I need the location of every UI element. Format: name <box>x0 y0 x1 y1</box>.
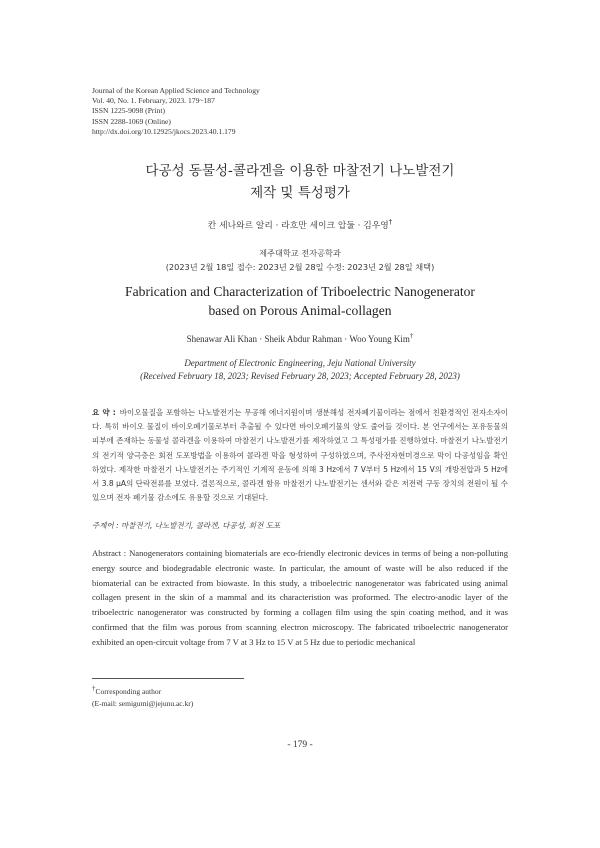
corresponding-mark: † <box>388 218 393 227</box>
footnote <box>92 686 193 710</box>
page-number: - 179 - <box>287 740 313 750</box>
korean-title-line-2: 제작 및 특성평가 <box>250 185 350 201</box>
korean-title <box>0 160 600 204</box>
english-title-line-1: Fabrication and Characterization of Triboelectric Nanogenerator <box>125 284 475 299</box>
journal-info <box>92 86 260 137</box>
footnote-divider <box>92 678 244 679</box>
english-abstract <box>92 546 508 650</box>
journal-volume: Vol. 40, No. 1. February, 2023. 179~187 <box>92 96 215 106</box>
korean-affiliation <box>0 247 600 274</box>
english-affiliation <box>0 357 600 383</box>
corresponding-mark: † <box>409 332 414 340</box>
korean-keywords: 주제어 : 마찰전기, 나노발전기, 콜라겐, 다공성, 회전 도포 <box>92 521 281 530</box>
korean-title-line-1: 다공성 동물성-콜라겐을 이용한 마찰전기 나노발전기 <box>145 163 455 179</box>
korean-author-names: 칸 세나와르 알리 · 라흐만 세이크 압둘 · 김우영 <box>207 221 389 231</box>
journal-name: Journal of the Korean Applied Science and Technology <box>92 86 260 95</box>
english-abstract-text: Nanogenerators containing biomaterials are eco-friendly electronic devices in terms of being a non-polluting energy source and biodegradable electronic waste. In particular, the amount of waste will be also reduced if the biomaterial can be extracted from biowaste. In this study, a triboelectric nanogenerator was fabricated using animal collagen present in the skin of a mammal and its characteristion was proformed. The electro-anodic layer of the triboelectric nanogenerator was constructed by forming a collagen film using the spin coating method, and it was confirmed that the film was porous from scanning electron microscopy. The fabricated triboelectric nanogenerator exhibited an open-circuit voltage from 7 V at 3 Hz to 15 V at 5 Hz due to periodic mechanical <box>92 548 508 647</box>
footnote-label: Corresponding author <box>95 687 162 696</box>
korean-abstract <box>92 406 508 505</box>
korean-authors <box>0 218 600 231</box>
korean-dates: (2023년 2월 18일 접수: 2023년 2월 28일 수정: 2023년 2월 28일 채택) <box>165 261 435 272</box>
english-title <box>0 282 600 320</box>
english-department: Department of Electronic Engineering, Jeju National University <box>184 358 416 368</box>
english-title-line-2: based on Porous Animal-collagen <box>208 303 392 318</box>
journal-doi-link[interactable]: http://dx.doi.org/10.12925/jkocs.2023.40.1.179 <box>92 126 236 136</box>
english-dates: (Received February 18, 2023; Revised February 28, 2023; Accepted February 28, 2023) <box>140 370 460 381</box>
journal-issn-online: ISSN 2288-1069 (Online) <box>92 116 171 126</box>
english-authors <box>0 334 600 344</box>
korean-abstract-text: 바이오물질을 포함하는 나노발전기는 무공해 에너지원이며 생분해성 전자폐기물이라는 점에서 친환경적인 전자소자이다. 특히 바이오 물질이 바이오폐기물로부터 추출될 수 있다면 바이오폐기물의 양도 줄어들 것이다. 본 연구에서는 포유동물의 피부에 존재하는 동물성 콜라겐을 이용하여 마찰전기 나노발전기를 제작하였고 그 특성평가를 진행하였다. 마찰전기 나노발전기의 전기적 양극층은 회전 도포방법을 이용하여 콜라겐 막을 형성하여 구성하였으며, 주사전자현미경으로 막이 다공성임을 확인하였다. 제작한 마찰전기 나노발전기는 주기적인 기계적 운동에 의해 3 Hz에서 7 V부터 5 Hz에서 15 V의 개방전압과 5 Hz에서 3.8 μA의 단락전류를 보였다. 결론적으로, 콜라겐 함유 마찰전기 나노발전기는 센서와 같은 저전력 구동 장치의 전원이 될 수 있으며 전자 폐기물 감소에도 유용할 것으로 기대된다. <box>92 408 509 503</box>
footnote-email: (E-mail: semigumi@jejunu.ac.kr) <box>92 699 194 708</box>
footnote-mark: † <box>92 684 96 693</box>
korean-department: 제주대학교 전자공학과 <box>259 248 341 258</box>
english-author-names: Shenawar Ali Khan · Sheik Abdur Rahman · Woo Young Kim <box>186 334 410 344</box>
journal-issn-print: ISSN 1225-9098 (Print) <box>92 106 165 116</box>
english-abstract-label: Abstract : <box>92 548 127 558</box>
korean-abstract-label: 요 약 : <box>92 408 116 417</box>
